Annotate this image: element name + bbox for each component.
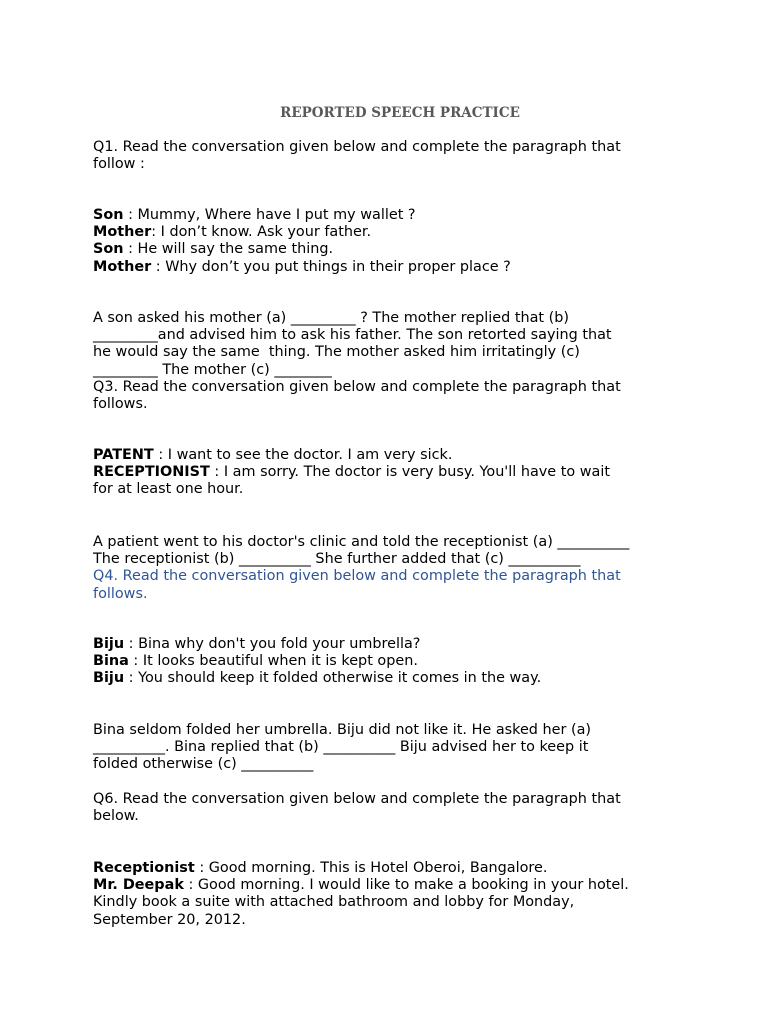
speaker-name: Mother (93, 224, 152, 241)
dialogue-line: PATENT : I want to see the doctor. I am very sick. (93, 447, 453, 463)
speaker-name: Bina (93, 653, 129, 670)
speaker-name: Biju (93, 670, 125, 687)
q6-prompt: Q6. Read the conversation given below and complete the paragraph that below. (93, 791, 621, 825)
q4-prompt-line: follows. (93, 585, 148, 602)
speaker-name: RECEPTIONIST (93, 464, 210, 481)
document-title: REPORTED SPEECH PRACTICE (280, 105, 520, 121)
q3-dialogue: PATENT : I want to see the doctor. I am very sick. RECEPTIONIST : I am sorry. The doctor is very busy. You'll have to wait for at least one hour. (93, 447, 683, 499)
speaker-name: Receptionist (93, 860, 195, 876)
q4-prompt-line: Q4. Read the conversation given below and complete the paragraph that (93, 568, 621, 585)
q1-dialogue (93, 207, 683, 276)
q3-prompt-line: follows. (93, 396, 148, 413)
dialogue-line: Mother: I don’t know. Ask your father. (93, 224, 372, 241)
speaker-name: Mr. Deepak (93, 877, 184, 894)
dialogue-line: Biju : Bina why don't you fold your umbrella? (93, 636, 421, 652)
q3-prompt-line: Q3. Read the conversation given below and complete the paragraph that (93, 378, 621, 395)
speaker-name: PATENT (93, 447, 154, 463)
speaker-name: Son (93, 207, 124, 223)
q3-paragraph: A patient went to his doctor's clinic and told the receptionist (a) __________ The receptionist (b) __________ She further added that (c) __________ Q4. Read the conversation given below and complete the paragraph that follows. (93, 534, 683, 603)
dialogue-line: Receptionist : Good morning. This is Hotel Oberoi, Bangalore. (93, 860, 548, 876)
dialogue-line: Mr. Deepak : Good morning. I would like to make a booking in your hotel. (93, 877, 629, 894)
dialogue-line: Son : He will say the same thing. (93, 241, 334, 258)
q4-dialogue (93, 636, 683, 688)
dialogue-line: RECEPTIONIST : I am sorry. The doctor is very busy. You'll have to wait (93, 464, 610, 481)
speaker-name: Mother (93, 258, 152, 275)
q1-paragraph: A son asked his mother (a) _________ ? The mother replied that (b) _________and advised him to ask his father. The son retorted saying that he would say the same thing. The mother asked him irritatingly (c) _________ The mother (c) ________ Q3. Read the conversation given below and complete the paragraph that follows. (93, 310, 683, 413)
dialogue-line: Son : Mummy, Where have I put my wallet ? (93, 207, 416, 223)
q1-prompt: Q1. Read the conversation given below and complete the paragraph that follow : (93, 139, 621, 173)
q6-dialogue: Receptionist : Good morning. This is Hotel Oberoi, Bangalore. Mr. Deepak : Good morning. I would like to make a booking in your hotel. Kindly book a suite with attached bathroom and lobby for Monday, September 20, 2012. (93, 860, 683, 929)
dialogue-line: Biju : You should keep it folded otherwise it comes in the way. (93, 670, 542, 687)
dialogue-line: Bina : It looks beautiful when it is kept open. (93, 653, 418, 670)
q4-paragraph: Bina seldom folded her umbrella. Biju did not like it. He asked her (a) __________. Bina replied that (b) __________ Biju advised her to keep it folded otherwise (c) __________ (93, 722, 592, 773)
dialogue-line: Mother : Why don’t you put things in their proper place ? (93, 258, 511, 275)
speaker-name: Son (93, 241, 124, 258)
speaker-name: Biju (93, 636, 125, 652)
